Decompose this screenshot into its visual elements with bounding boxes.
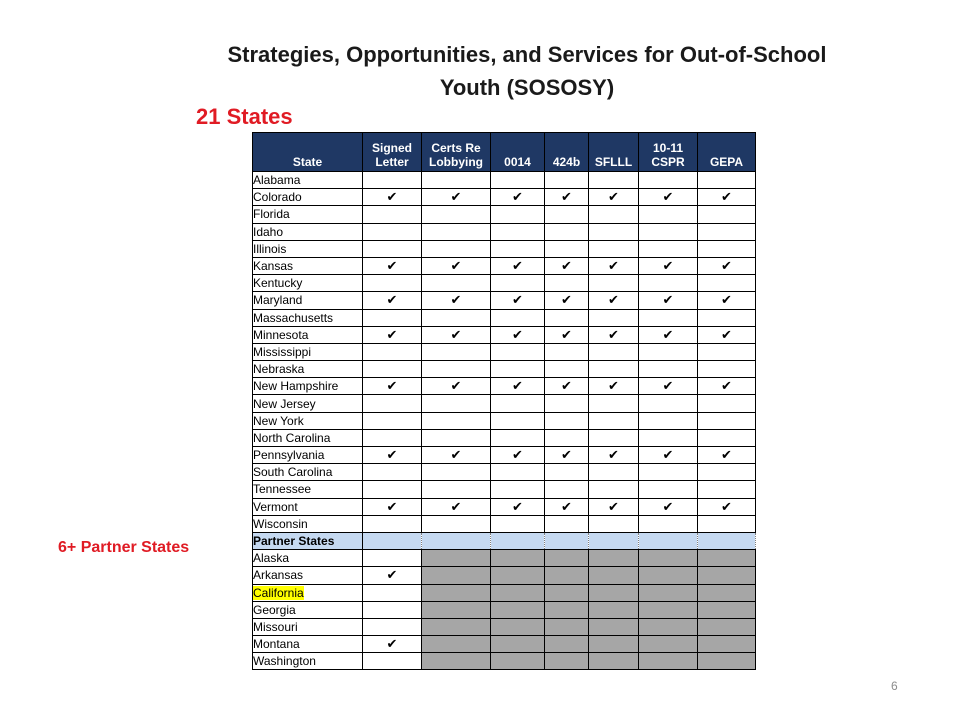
partner-state-name: Missouri bbox=[253, 619, 298, 634]
checkmark-icon: ✔ bbox=[422, 189, 491, 206]
not-applicable-cell bbox=[545, 636, 589, 653]
checkmark-icon: ✔ bbox=[363, 378, 422, 395]
partner-state-name: Washington bbox=[253, 654, 316, 669]
not-applicable-cell bbox=[698, 653, 756, 670]
partner-header-cell bbox=[698, 532, 756, 549]
checkmark-icon: ✔ bbox=[639, 189, 698, 206]
empty-cell bbox=[545, 206, 589, 223]
empty-cell bbox=[589, 223, 639, 240]
empty-cell bbox=[422, 481, 491, 498]
checkmark-icon: ✔ bbox=[589, 189, 639, 206]
partner-header-cell bbox=[491, 532, 545, 549]
states-count-label: 21 States bbox=[196, 104, 293, 129]
checkmark-icon: ✔ bbox=[545, 378, 589, 395]
table-row bbox=[253, 240, 756, 257]
state-name-cell: Nebraska bbox=[253, 361, 363, 378]
not-applicable-cell bbox=[589, 636, 639, 653]
empty-cell bbox=[545, 172, 589, 189]
table-row bbox=[253, 275, 756, 292]
not-applicable-cell bbox=[491, 618, 545, 635]
empty-cell bbox=[491, 206, 545, 223]
table-row bbox=[253, 429, 756, 446]
checkmark-icon: ✔ bbox=[589, 447, 639, 464]
checkmark-icon: ✔ bbox=[422, 447, 491, 464]
not-applicable-cell bbox=[422, 567, 491, 584]
empty-cell bbox=[545, 464, 589, 481]
checkmark-icon: ✔ bbox=[422, 498, 491, 515]
empty-cell bbox=[589, 395, 639, 412]
state-name-cell: Kentucky bbox=[253, 275, 363, 292]
state-name-cell: Wisconsin bbox=[253, 515, 363, 532]
empty-cell bbox=[363, 240, 422, 257]
state-name-cell: Florida bbox=[253, 206, 363, 223]
empty-cell bbox=[545, 223, 589, 240]
empty-cell bbox=[363, 206, 422, 223]
empty-cell bbox=[363, 172, 422, 189]
checkmark-icon: ✔ bbox=[363, 567, 422, 584]
checkmark-icon: ✔ bbox=[545, 326, 589, 343]
empty-cell bbox=[491, 429, 545, 446]
not-applicable-cell bbox=[422, 584, 491, 601]
slide-title: Strategies, Opportunities, and Services for Out-of-School Youth (SOSOSY) bbox=[227, 42, 827, 100]
not-applicable-cell bbox=[698, 550, 756, 567]
checkmark-icon: ✔ bbox=[491, 498, 545, 515]
checkmark-icon: ✔ bbox=[639, 498, 698, 515]
checkmark-icon: ✔ bbox=[363, 636, 422, 653]
empty-cell bbox=[363, 653, 422, 670]
table-row bbox=[253, 326, 756, 343]
checkmark-icon: ✔ bbox=[422, 292, 491, 309]
checkmark-icon: ✔ bbox=[491, 292, 545, 309]
table-row bbox=[253, 653, 756, 670]
checkmark-icon: ✔ bbox=[639, 326, 698, 343]
empty-cell bbox=[639, 275, 698, 292]
partner-header-cell bbox=[545, 532, 589, 549]
not-applicable-cell bbox=[491, 636, 545, 653]
empty-cell bbox=[422, 309, 491, 326]
empty-cell bbox=[698, 395, 756, 412]
not-applicable-cell bbox=[698, 601, 756, 618]
table-row bbox=[253, 515, 756, 532]
checkmark-icon: ✔ bbox=[363, 292, 422, 309]
checkmark-icon: ✔ bbox=[545, 498, 589, 515]
states-table bbox=[252, 132, 756, 670]
empty-cell bbox=[363, 618, 422, 635]
empty-cell bbox=[491, 309, 545, 326]
empty-cell bbox=[545, 395, 589, 412]
state-name-cell: Mississippi bbox=[253, 343, 363, 360]
empty-cell bbox=[545, 343, 589, 360]
not-applicable-cell bbox=[422, 653, 491, 670]
empty-cell bbox=[363, 395, 422, 412]
empty-cell bbox=[589, 206, 639, 223]
table-header-row bbox=[253, 133, 756, 172]
empty-cell bbox=[363, 309, 422, 326]
not-applicable-cell bbox=[491, 601, 545, 618]
table-row bbox=[253, 378, 756, 395]
checkmark-icon: ✔ bbox=[698, 326, 756, 343]
empty-cell bbox=[491, 343, 545, 360]
empty-cell bbox=[589, 481, 639, 498]
empty-cell bbox=[698, 223, 756, 240]
empty-cell bbox=[589, 309, 639, 326]
state-name-cell: Tennessee bbox=[253, 481, 363, 498]
state-name-cell: Maryland bbox=[253, 292, 363, 309]
state-name-cell: Illinois bbox=[253, 240, 363, 257]
checkmark-icon: ✔ bbox=[589, 292, 639, 309]
table-row bbox=[253, 567, 756, 584]
table-row bbox=[253, 464, 756, 481]
checkmark-icon: ✔ bbox=[698, 257, 756, 274]
checkmark-icon: ✔ bbox=[422, 257, 491, 274]
state-name-cell: New Jersey bbox=[253, 395, 363, 412]
table-row bbox=[253, 223, 756, 240]
checkmark-icon: ✔ bbox=[698, 292, 756, 309]
checkmark-icon: ✔ bbox=[589, 498, 639, 515]
checkmark-icon: ✔ bbox=[589, 326, 639, 343]
column-header: SFLLL bbox=[589, 133, 639, 172]
checkmark-icon: ✔ bbox=[698, 189, 756, 206]
empty-cell bbox=[491, 172, 545, 189]
partner-header-cell bbox=[589, 532, 639, 549]
empty-cell bbox=[363, 343, 422, 360]
empty-cell bbox=[491, 240, 545, 257]
empty-cell bbox=[422, 223, 491, 240]
table-row bbox=[253, 550, 756, 567]
empty-cell bbox=[589, 464, 639, 481]
checkmark-icon: ✔ bbox=[491, 378, 545, 395]
checkmark-icon: ✔ bbox=[545, 189, 589, 206]
checkmark-icon: ✔ bbox=[491, 447, 545, 464]
table-row bbox=[253, 601, 756, 618]
empty-cell bbox=[698, 515, 756, 532]
empty-cell bbox=[639, 481, 698, 498]
checkmark-icon: ✔ bbox=[491, 257, 545, 274]
checkmark-icon: ✔ bbox=[422, 326, 491, 343]
not-applicable-cell bbox=[698, 636, 756, 653]
checkmark-icon: ✔ bbox=[363, 447, 422, 464]
empty-cell bbox=[363, 412, 422, 429]
checkmark-icon: ✔ bbox=[639, 447, 698, 464]
partner-state-cell bbox=[253, 601, 363, 618]
partner-states-header: Partner States bbox=[253, 532, 363, 549]
column-header: 0014 bbox=[491, 133, 545, 172]
not-applicable-cell bbox=[639, 618, 698, 635]
table-row bbox=[253, 447, 756, 464]
state-name-cell: Alabama bbox=[253, 172, 363, 189]
empty-cell bbox=[491, 361, 545, 378]
empty-cell bbox=[589, 172, 639, 189]
state-name-cell: Minnesota bbox=[253, 326, 363, 343]
column-header: State bbox=[253, 133, 363, 172]
empty-cell bbox=[589, 429, 639, 446]
column-header: GEPA bbox=[698, 133, 756, 172]
not-applicable-cell bbox=[491, 567, 545, 584]
empty-cell bbox=[545, 481, 589, 498]
partner-state-name: Arkansas bbox=[253, 568, 304, 583]
empty-cell bbox=[639, 240, 698, 257]
state-name-cell: Pennsylvania bbox=[253, 447, 363, 464]
checkmark-icon: ✔ bbox=[698, 498, 756, 515]
empty-cell bbox=[698, 172, 756, 189]
table-row bbox=[253, 498, 756, 515]
partner-header-cell bbox=[639, 532, 698, 549]
empty-cell bbox=[422, 206, 491, 223]
empty-cell bbox=[363, 601, 422, 618]
empty-cell bbox=[639, 412, 698, 429]
empty-cell bbox=[698, 481, 756, 498]
empty-cell bbox=[363, 515, 422, 532]
empty-cell bbox=[545, 240, 589, 257]
empty-cell bbox=[491, 515, 545, 532]
not-applicable-cell bbox=[422, 618, 491, 635]
not-applicable-cell bbox=[589, 550, 639, 567]
empty-cell bbox=[363, 223, 422, 240]
not-applicable-cell bbox=[639, 567, 698, 584]
table-row bbox=[253, 395, 756, 412]
checkmark-icon: ✔ bbox=[491, 189, 545, 206]
partner-state-name: Montana bbox=[253, 637, 300, 652]
checkmark-icon: ✔ bbox=[363, 257, 422, 274]
checkmark-icon: ✔ bbox=[639, 292, 698, 309]
checkmark-icon: ✔ bbox=[363, 189, 422, 206]
empty-cell bbox=[639, 223, 698, 240]
empty-cell bbox=[698, 429, 756, 446]
state-name-cell: Colorado bbox=[253, 189, 363, 206]
empty-cell bbox=[422, 343, 491, 360]
checkmark-icon: ✔ bbox=[589, 378, 639, 395]
empty-cell bbox=[491, 464, 545, 481]
partner-states-header-row bbox=[253, 532, 756, 549]
empty-cell bbox=[639, 343, 698, 360]
state-name-cell: South Carolina bbox=[253, 464, 363, 481]
not-applicable-cell bbox=[698, 567, 756, 584]
table-row bbox=[253, 172, 756, 189]
table-row bbox=[253, 292, 756, 309]
not-applicable-cell bbox=[545, 653, 589, 670]
checkmark-icon: ✔ bbox=[422, 378, 491, 395]
partner-state-cell bbox=[253, 653, 363, 670]
checkmark-icon: ✔ bbox=[545, 292, 589, 309]
empty-cell bbox=[545, 429, 589, 446]
not-applicable-cell bbox=[589, 618, 639, 635]
empty-cell bbox=[698, 206, 756, 223]
not-applicable-cell bbox=[491, 584, 545, 601]
empty-cell bbox=[422, 515, 491, 532]
empty-cell bbox=[639, 172, 698, 189]
not-applicable-cell bbox=[545, 550, 589, 567]
partner-state-name: California bbox=[253, 585, 304, 600]
empty-cell bbox=[422, 240, 491, 257]
column-header: 10-11 CSPR bbox=[639, 133, 698, 172]
partner-state-name: Alaska bbox=[253, 551, 290, 566]
checkmark-icon: ✔ bbox=[545, 447, 589, 464]
checkmark-icon: ✔ bbox=[639, 378, 698, 395]
empty-cell bbox=[589, 515, 639, 532]
state-name-cell: North Carolina bbox=[253, 429, 363, 446]
checkmark-icon: ✔ bbox=[698, 378, 756, 395]
empty-cell bbox=[363, 429, 422, 446]
empty-cell bbox=[422, 429, 491, 446]
checkmark-icon: ✔ bbox=[363, 498, 422, 515]
empty-cell bbox=[422, 172, 491, 189]
empty-cell bbox=[422, 395, 491, 412]
table-row bbox=[253, 481, 756, 498]
not-applicable-cell bbox=[639, 653, 698, 670]
empty-cell bbox=[639, 206, 698, 223]
empty-cell bbox=[545, 515, 589, 532]
partner-states-label: 6+ Partner States bbox=[58, 539, 190, 556]
empty-cell bbox=[422, 361, 491, 378]
empty-cell bbox=[491, 395, 545, 412]
checkmark-icon: ✔ bbox=[545, 257, 589, 274]
partner-header-cell bbox=[363, 532, 422, 549]
partner-state-cell bbox=[253, 636, 363, 653]
not-applicable-cell bbox=[639, 601, 698, 618]
partner-state-name: Georgia bbox=[253, 602, 296, 617]
checkmark-icon: ✔ bbox=[698, 447, 756, 464]
not-applicable-cell bbox=[545, 601, 589, 618]
state-name-cell: Idaho bbox=[253, 223, 363, 240]
empty-cell bbox=[698, 464, 756, 481]
state-name-cell: Kansas bbox=[253, 257, 363, 274]
empty-cell bbox=[639, 361, 698, 378]
table-row bbox=[253, 206, 756, 223]
empty-cell bbox=[589, 412, 639, 429]
table-row bbox=[253, 257, 756, 274]
not-applicable-cell bbox=[589, 653, 639, 670]
not-applicable-cell bbox=[589, 567, 639, 584]
not-applicable-cell bbox=[639, 550, 698, 567]
empty-cell bbox=[422, 412, 491, 429]
empty-cell bbox=[363, 464, 422, 481]
checkmark-icon: ✔ bbox=[589, 257, 639, 274]
table-row bbox=[253, 343, 756, 360]
table-row bbox=[253, 636, 756, 653]
partner-header-cell bbox=[422, 532, 491, 549]
partner-state-cell bbox=[253, 550, 363, 567]
table-row bbox=[253, 309, 756, 326]
checkmark-icon: ✔ bbox=[639, 257, 698, 274]
column-header: Signed Letter bbox=[363, 133, 422, 172]
empty-cell bbox=[589, 361, 639, 378]
empty-cell bbox=[639, 515, 698, 532]
empty-cell bbox=[589, 343, 639, 360]
not-applicable-cell bbox=[422, 636, 491, 653]
not-applicable-cell bbox=[698, 618, 756, 635]
empty-cell bbox=[698, 275, 756, 292]
empty-cell bbox=[639, 309, 698, 326]
table-row bbox=[253, 584, 756, 601]
empty-cell bbox=[545, 412, 589, 429]
empty-cell bbox=[363, 361, 422, 378]
page-number: 6 bbox=[891, 679, 898, 693]
not-applicable-cell bbox=[545, 567, 589, 584]
empty-cell bbox=[589, 240, 639, 257]
partner-state-cell bbox=[253, 567, 363, 584]
not-applicable-cell bbox=[639, 584, 698, 601]
table-row bbox=[253, 618, 756, 635]
empty-cell bbox=[545, 361, 589, 378]
empty-cell bbox=[363, 481, 422, 498]
empty-cell bbox=[363, 275, 422, 292]
not-applicable-cell bbox=[589, 584, 639, 601]
empty-cell bbox=[491, 412, 545, 429]
state-name-cell: Vermont bbox=[253, 498, 363, 515]
not-applicable-cell bbox=[545, 584, 589, 601]
table-row bbox=[253, 412, 756, 429]
empty-cell bbox=[698, 343, 756, 360]
empty-cell bbox=[639, 464, 698, 481]
empty-cell bbox=[491, 481, 545, 498]
table-row bbox=[253, 361, 756, 378]
empty-cell bbox=[698, 412, 756, 429]
not-applicable-cell bbox=[491, 550, 545, 567]
not-applicable-cell bbox=[639, 636, 698, 653]
checkmark-icon: ✔ bbox=[491, 326, 545, 343]
partner-state-cell bbox=[253, 618, 363, 635]
not-applicable-cell bbox=[698, 584, 756, 601]
state-name-cell: Massachusetts bbox=[253, 309, 363, 326]
empty-cell bbox=[363, 550, 422, 567]
empty-cell bbox=[639, 395, 698, 412]
empty-cell bbox=[698, 240, 756, 257]
empty-cell bbox=[698, 309, 756, 326]
partner-state-cell bbox=[253, 584, 363, 601]
table-row bbox=[253, 189, 756, 206]
empty-cell bbox=[491, 223, 545, 240]
empty-cell bbox=[491, 275, 545, 292]
empty-cell bbox=[545, 309, 589, 326]
not-applicable-cell bbox=[491, 653, 545, 670]
not-applicable-cell bbox=[422, 550, 491, 567]
empty-cell bbox=[698, 361, 756, 378]
empty-cell bbox=[545, 275, 589, 292]
not-applicable-cell bbox=[422, 601, 491, 618]
state-name-cell: New Hampshire bbox=[253, 378, 363, 395]
column-header: Certs Re Lobbying bbox=[422, 133, 491, 172]
not-applicable-cell bbox=[589, 601, 639, 618]
column-header: 424b bbox=[545, 133, 589, 172]
empty-cell bbox=[639, 429, 698, 446]
empty-cell bbox=[422, 464, 491, 481]
empty-cell bbox=[422, 275, 491, 292]
checkmark-icon: ✔ bbox=[363, 326, 422, 343]
empty-cell bbox=[363, 584, 422, 601]
empty-cell bbox=[589, 275, 639, 292]
state-name-cell: New York bbox=[253, 412, 363, 429]
not-applicable-cell bbox=[545, 618, 589, 635]
